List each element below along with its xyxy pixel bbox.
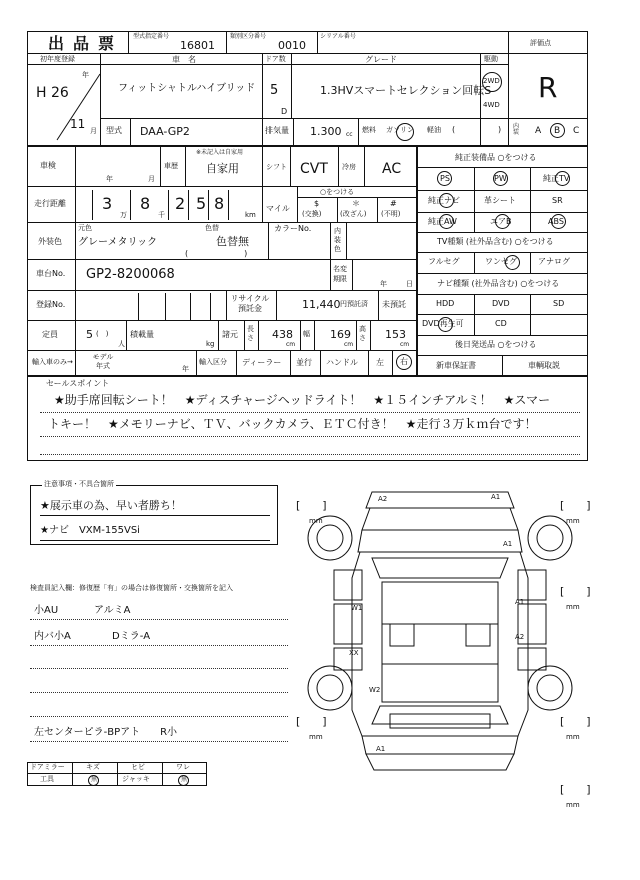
mileage-d5: 8 [214,194,225,213]
import-dealer: ディーラー [242,358,282,367]
shaken-month: 月 [148,175,155,183]
usage-label: 車歴 [164,162,178,170]
legend-tools-circle [88,775,99,786]
mileage-mark-header: ○をつける [320,188,355,196]
mileage-d2: 8 [140,194,151,213]
mileage-d1: 3 [102,194,113,213]
interior-c: C [573,126,580,136]
capacity-unit: 人 [118,340,125,348]
mm-bottom-right: mm [566,801,580,809]
mileage-m3: # [390,199,397,208]
mileage-m2b: (改ざん) [340,210,367,218]
paint-label: 色替 [205,224,219,232]
equip-tv-circle [555,171,570,186]
serial-label: シリアル番号 [320,33,356,40]
drive-2wd: 2WD [483,77,500,85]
tv-fullseg: フルセグ [428,257,460,266]
inspector-l2a: 内バ小A [34,631,71,642]
year-unit: 年 [82,71,89,79]
mark-rf-a1: A1 [503,540,513,548]
handle-left: 左 [376,358,384,367]
legend-tools: 工具 [40,775,54,783]
car-name: フィットシャトルハイブリッド [118,83,256,94]
equip-pw-circle [493,171,508,186]
paint-paren: ( ) [185,249,248,258]
length-label: 長さ [247,325,254,342]
name-change-label: 名変期限 [333,265,347,283]
equip-navi: 純正ナビ [428,196,460,205]
drive-label: 駆動 [484,55,498,63]
equip-leather: 革シート [484,196,516,205]
legend-tools-val: 無 [91,776,98,783]
legend-scratch: キズ [86,763,100,771]
equip-ps-circle [437,171,452,186]
capacity-value: 5 [86,328,93,341]
colorno-label: カラーNo. [274,224,312,233]
mileage-d3: 2 [175,194,186,213]
import-class-label: 輸入区分 [199,358,227,366]
first-reg-label: 初年度登録 [40,55,75,63]
ac-label: 冷房 [342,163,356,171]
chassis-value: GP2-8200068 [86,267,175,282]
car-name-label: 車 名 [172,55,196,64]
inspector-label: 検査員記入欄：修復歴「有」の場合は修復箇所・交換箇所を記入 [30,584,233,592]
inspector-l1b: アルミA [94,605,131,616]
bracket-mid-right: [ ] [560,585,591,598]
cc-unit: cc [346,131,353,138]
mileage-d4: 5 [196,194,207,213]
orig-color-label: 元色 [78,224,92,232]
notes-line2: ★ナビ VXM-155VSi [40,525,140,536]
mileage-sen: 千 [158,211,165,219]
capacity-paren: ( ) [96,330,109,338]
bracket-low-left: [ ] [296,715,327,728]
handle-label: ハンドル [326,358,358,367]
mm-mid-right: mm [566,603,580,611]
displacement-value: 1.300 [310,125,342,138]
fuel-diesel: 軽油 [427,126,441,134]
mileage-m1b: (交換) [302,210,322,218]
sales-line2: トキー！ ★メモリーナビ、ＴＶ、バックカメラ、ＥＴＣ付き！ ★走行３万ｋｍ台です！ [48,417,537,431]
first-reg-month: 11 [70,117,86,131]
later-manual: 車輌取説 [528,361,560,370]
shift-value: CVT [300,161,328,177]
usage-value: 自家用 [206,162,239,175]
model-label: 型式 [106,126,122,135]
legend-crack: ヒビ [131,763,145,771]
mm-low-right: mm [566,733,580,741]
usage-note: ※未記入は自家用 [196,149,244,156]
legend-jack-val: 無 [181,776,188,783]
recycle-label: リサイクル預託金 [230,294,270,313]
grade-value: 1.3HVスマートセレクション回転S [320,84,492,97]
mark-w1: W1 [351,604,363,612]
name-change-day: 日 [406,280,413,288]
tv-oneseg-circle [505,255,520,270]
equip-airbag-circle [495,214,510,229]
later-warranty: 新車保証書 [436,361,476,370]
load-kg: kg [206,340,215,348]
bracket-bottom-right: [ ] [560,783,591,796]
equipment-title: 純正装備品 ○をつける [455,153,537,162]
width-label: 幅 [303,330,310,338]
capacity-label: 定員 [42,330,58,339]
mm-low-left: mm [309,733,323,741]
bracket-low-right: [ ] [560,715,591,728]
mark-front-a2: A2 [378,495,388,503]
mileage-label: 走行距離 [34,199,66,208]
tv-title: TV種類 (社外品含む) ○をつける [437,237,554,246]
mark-w2: W2 [369,686,381,694]
equip-airbag: エアB [490,217,512,226]
navi-dvd-play: DVD再生可 [422,319,464,328]
mileage-man: 万 [120,211,127,219]
equip-sr: SR [552,196,563,205]
navi-title: ナビ種類 (社外品含む) ○をつける [437,279,560,288]
mileage-m1: $ [314,199,320,208]
bracket-top-left: [ ] [296,499,327,512]
legend-mirror: ドアミラー [30,763,65,771]
tv-oneseg: ワンセグ [485,257,517,266]
shift-label: シフト [266,163,287,171]
fuel-label: 燃料 [362,126,376,134]
orig-color: グレーメタリック [78,237,158,248]
legend-break: ワレ [176,763,190,771]
mileage-m3b: (不明) [381,210,401,218]
model-year-unit: 年 [182,365,189,373]
size-label: 諸元 [222,330,238,339]
navi-cd: CD [495,319,507,328]
color-label: 外装色 [38,237,62,246]
import-parallel: 並行 [296,358,312,367]
height-cm: cm [400,341,410,348]
grade-label: グレード [365,55,397,64]
equip-tv: 純正TV [543,174,570,183]
class-no-label: 類別区分番号 [230,33,267,40]
mark-rear-a1: A1 [376,745,386,753]
load-label: 積載量 [130,330,154,339]
mark-rdoor-a1: A1 [515,598,525,606]
navi-sd: SD [553,299,565,308]
drive-4wd: 4WD [483,101,500,109]
navi-dvd-play-circle [438,317,453,332]
equip-aw: 純正AW [428,217,457,226]
notes-line1: ★展示車の為、早い者勝ち！ [40,499,182,512]
equip-pw: PW [494,174,507,183]
interior-label: 内装 [513,123,520,136]
sales-line1: ★助手席回転シート！ ★ディスチャージヘッドライト！ ★１５インチアルミ！ ★スマー [54,393,551,407]
width-value: 169 [330,328,351,341]
paint-value: 色替無 [216,235,249,248]
first-reg-era: H 26 [36,85,69,101]
equip-aw-circle [439,214,454,229]
paren-open: ( [452,125,456,134]
grade-score-label: 評価点 [530,39,551,47]
chassis-label: 車台No. [36,269,66,278]
reg-label: 登録No. [36,300,66,309]
door-suffix: D [281,107,288,116]
handle-right: 右 [400,357,408,366]
interior-b: B [554,126,561,136]
mileage-mile: マイル [266,204,290,213]
notes-label: 注意事項・不具合箇所 [44,480,114,488]
navi-dvd: DVD [492,299,510,308]
length-cm: cm [286,341,296,348]
form-title: 出品票 [48,34,124,53]
interior-a: A [535,126,542,136]
height-value: 153 [385,328,406,341]
type-no: 16801 [180,39,215,52]
equip-abs-circle [551,214,566,229]
inspector-l1a: 小AU [34,605,59,616]
mm-top-right: mm [566,517,580,525]
height-label: 高さ [359,325,366,342]
inspector-l2b: Dミラ-A [112,631,151,642]
grade-score: R [538,71,558,104]
door-count: 5 [270,83,279,98]
mark-rdoor-a2: A2 [515,633,525,641]
equip-abs: ABS [548,217,564,226]
fuel-gasoline: ガソリン [386,126,414,134]
legend-jack-circle [178,775,189,786]
not-deposited: 未預託 [382,300,406,309]
class-no: 0010 [278,39,306,52]
recycle-unit: 円預託済 [340,300,368,308]
width-cm: cm [344,341,354,348]
month-unit: 月 [90,127,97,135]
interior-color-label: 内装色 [334,227,341,253]
recycle-value: 11,440 [302,298,341,311]
sales-label: セールスポイント [46,379,110,388]
inspector-l3: 左センターピラ-BPアト R小 [34,727,178,738]
later-title: 後日発送品 ○をつける [455,340,537,349]
car-diagram [290,478,590,818]
navi-hdd: HDD [436,299,455,308]
mileage-km: km [245,211,256,219]
legend-jack: ジャッキ [122,775,150,783]
import-label: 輸入車のみ→ [32,358,73,366]
model-value: DAA-GP2 [140,125,190,138]
ac-value: AC [382,161,402,177]
mark-xx: XX [349,649,359,657]
mark-front-a1: A1 [491,493,501,501]
mileage-m2: ＊ [352,199,360,208]
shaken-label: 車検 [40,161,56,170]
name-change-year: 年 [380,280,387,288]
doors-label: ドア数 [265,55,286,63]
equip-navi-circle [439,193,454,208]
length-value: 438 [272,328,293,341]
tv-analog: アナログ [538,257,570,266]
type-no-label: 型式指定番号 [133,33,170,40]
displacement-label: 排気量 [265,126,289,135]
shaken-year: 年 [106,175,113,183]
equip-ps: PS [440,174,450,183]
paren-close: ) [498,125,502,134]
model-year-label: モデル年式 [92,353,114,370]
mm-top-left: mm [309,517,323,525]
bracket-top-right: [ ] [560,499,591,512]
